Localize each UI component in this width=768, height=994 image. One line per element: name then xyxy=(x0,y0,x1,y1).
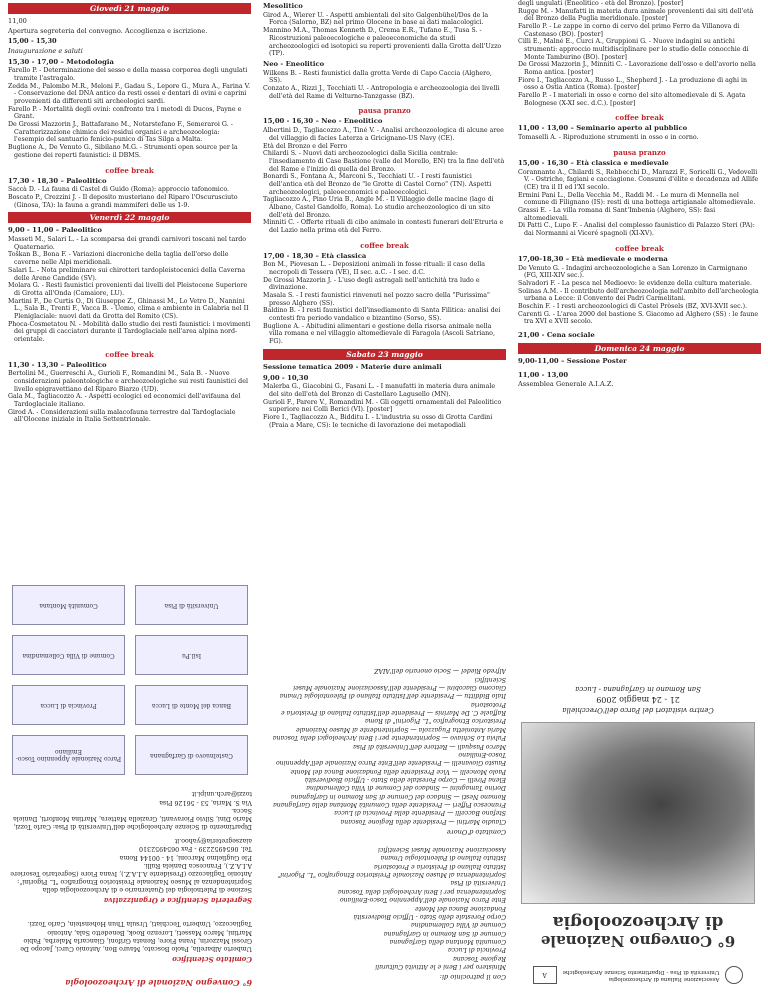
program-item: Conzato A., Rizzi J., Tecchiati U. - Antropologia e archeozoologia dei livelli dell'età del Rame di Velturno-Tanzgasse (BZ). xyxy=(263,85,500,100)
aiaz-logo-icon: A xyxy=(533,966,557,984)
sponsor-intro: Con il patrocinio di: xyxy=(439,973,506,981)
program-item: Cilli E., Malné E., Curci A., Gruppioni G. - Nuove indagini su antichi strumenti: approccio multidisciplinare per lo studio delle conocchie di Monte Tamburino (BO). [poster] xyxy=(518,38,749,61)
department-text: Dipartimento di Scienze Archeologiche dell'Università di Pisa: Carlo Tozzi, Mario Dini, Silvio Fioravanti, Graziella Mattera, Martina Monforti, Daniela Sacca. xyxy=(12,806,252,831)
session-items xyxy=(263,70,506,101)
day-header: Domenica 24 maggio xyxy=(518,343,761,354)
program-item: Baldino B. - I resti faunistici dell'insediamento di Santa Filitica: analisi dei contesti fra periodo vandalico e bizantino (Sorso, SS). xyxy=(263,307,501,323)
coffee-break-label: coffee break xyxy=(105,165,154,175)
sponsor-item: Regione Toscana xyxy=(453,954,506,962)
session-title: 11,00 - 13,00 – Seminario aperto al pubblico xyxy=(518,124,688,133)
session-items xyxy=(518,169,761,238)
secretariat-text: Sezione di Paletnologia del Quaternario e di Archeozoologia della Soprintendenza al Museo Nazionale Preistorico Etnografico "L. Pigorini": Antonio Tagliacozzo (Presidente A.I.A.Z.), Ivana Fiore (Segretario Tesoriere A.I.A.Z.), Francesca Daniela Rulli. xyxy=(10,861,252,894)
day-header: Giovedì 21 maggio xyxy=(8,3,251,14)
secretariat-title: Segreteria Scientifica e Organizzativa xyxy=(103,896,252,906)
program-item: Gurioli F., Parere V., Romandini M. - Gli oggetti ornamentali del Paleolitico superiore nei Colli Berici (VI). [poster] xyxy=(263,398,502,414)
sponsor-item: Ministero per i Beni e le Attività Culturali xyxy=(375,963,506,971)
sponsor-item: Soprintendenza per i Beni Archeologici della Toscana xyxy=(337,887,506,895)
assembly-label: Assemblea Generale A.I.A.Z. xyxy=(518,380,614,389)
committee-member: Francesco Pifferi — Presidente della Comunità Montana della Garfagnana xyxy=(273,801,506,809)
sponsor-item: Fondazione Banca del Monte xyxy=(415,904,506,912)
program-item: Chilardi S. - Nuovi dati archeozoologici dalla Sicilia centrale: l'insediamento di Case Bastione (valle del Morello, EN) tra la fine dell'età del Rame e l'inizio di quella del Bronzo. xyxy=(263,150,505,173)
committee-member: Claudio Martini — Presidente della Regione Toscana xyxy=(340,817,506,825)
cover-title-1: 6° Convegno Nazionale xyxy=(540,932,736,950)
sponsor-item: Soprintendenza al Museo Nazionale Preistorico Etnografico "L. Pigorini" xyxy=(277,871,506,879)
sponsor-logo-icon: Comune di Villa Collemandina xyxy=(12,635,125,675)
day-header: Sabato 23 maggio xyxy=(263,349,506,360)
program-item: Albertini D., Tagliacozzo A., Tiné V. - Analisi archeozoologica di alcune aree del villaggio di facies Laterza a Gricignano-US Navy (CE). xyxy=(263,127,504,142)
program-item: Fiore I., Tagliacozzo A., Russo L., Shepherd J. - La produzione di aghi in osso a Ostia Antica (Roma). [poster] xyxy=(518,76,748,92)
session-title: 17,00-18,30 – Età medievale e moderna xyxy=(518,254,668,263)
committee-list xyxy=(262,666,506,825)
university-seal-icon xyxy=(725,966,743,984)
program-item: De Grossi Mazzorin J., Battafarano M., Notarstefano F., Semeraroi G. - Caratterizzazione chimica dei residui organici e archeozoologia: l'esempio del santuario fenicio-punico di Tas Silga a Malta. xyxy=(8,121,233,144)
cover-org-1: Associazione Italiana di Archeozoologia xyxy=(608,976,720,983)
cover-panel xyxy=(516,497,760,994)
session-items xyxy=(8,186,251,209)
secretariat-phone: Tel. 0654952239 - Fax 0654952310 xyxy=(139,845,252,853)
session-items xyxy=(518,134,761,142)
cover-place: Centro visitatori del Parco dell'Orecchiella xyxy=(562,706,714,714)
program-item: Farello P. - Le zappe in corno di cervo del primo Ferro da Villanova di Castenaso (BO). [poster] xyxy=(518,23,740,38)
sponsor-logos xyxy=(12,585,248,775)
sponsor-item: Istituto Italiano di Preistoria e Protostoria xyxy=(373,862,506,870)
program-item: Bertolini M., Guerreschi A., Gurioli F., Romandini M., Sala B. - Nuove considerazioni paleontologiche e archeozoologiche sui resti faunistici del livello epigravettiano del Riparo Biarzo (UD). xyxy=(8,370,248,393)
sponsor-logo-icon: Università di Pisa xyxy=(135,585,248,625)
program-item: Boschin F. - I resti archeozoologici di Castel Pròsels (BZ, XVI-XVII sec.). xyxy=(518,302,748,310)
social-dinner: 21,00 - Cena sociale xyxy=(518,330,595,339)
program-item: Tagliacozzo A., Pino Uria B., Angle M. - Il Villaggio delle macine (lago di Albano, Castel Gandolfo, Roma). Lo studio archeozoologico di un sito dell'età del Bronzo. xyxy=(263,196,494,219)
back-panel-rotated xyxy=(0,497,768,994)
coffee-break-label: coffee break xyxy=(615,243,664,253)
program-item: Gala M., Tagliacozzo A. - Aspetti ecologici ed economici dell'avifauna del Tardoglaciale italiano. xyxy=(8,393,241,409)
session-items xyxy=(263,127,506,234)
committee-member: Raffaele C. De Marinis — Presidente dell'Istituto Italiano di Preistoria e Protostoria xyxy=(280,700,506,717)
program-item: Girod A., Wierer U. - Aspetti ambientali del sito Galgenbühel/Dos de la Forca (Salorno, BZ) nel primo Olocene in base ai dati malacologici. xyxy=(263,11,489,27)
program-item: Rugge M. - Manufatti in materia dura animale provenienti dai siti dell'età del Bronzo della Puglia meridionale. [poster] xyxy=(518,7,754,23)
program-item: Inaugurazione e saluti xyxy=(8,46,83,55)
program-item: Apertura segreteria del convegno. Accoglienza e iscrizione. xyxy=(8,26,208,35)
program-item: De Grossi Mazzorin J., Minniti C. - Lavorazione dell'osso e dell'avorio nella Roma antica. [poster] xyxy=(518,61,756,77)
session-items xyxy=(518,265,761,326)
session-title: 9,00-11,00 – Sessione Poster xyxy=(518,356,627,365)
sponsor-item: Comune di San Romano in Garfagnana xyxy=(383,929,506,937)
committee-member: Alfredo Riedel — Socio onorario dell'AIAZ xyxy=(374,667,506,675)
session-items xyxy=(518,0,761,107)
program-item: Carenti G. - L'area 2000 del bastione S. Giacomo ad Alghero (SS) : le faune tra XVI e XVII secolo. xyxy=(518,310,759,326)
program-item: Masseti M., Salari L. - La scomparsa dei grandi carnivori toscani nel tardo Quaternario. xyxy=(8,236,247,251)
program-item: Grassi E. - La villa romana di Sant'Imbenia (Alghero, SS): fasi altomedievali. xyxy=(518,207,716,222)
session-title: 17,00 - 18,30 – Età classica xyxy=(263,251,367,260)
session-title: 11,30 - 13,30 – Paleolitico xyxy=(8,360,107,369)
day-header: Venerdì 22 maggio xyxy=(8,212,251,223)
program-item: Corannante A., Chilardi S., Rebbecchi D., Marazzi F., Soricelli G., Vedovelli V. - Ostriche, fagiani e cacciagione. Consumi d'élite e decadenza ad Allife (CE) tra il II ed l'XI secolo. xyxy=(518,168,759,192)
program-item: Fiore I., Tagliacozzo A., Bidditu I. - L'industria su osso di Grotta Cardini (Praia a Mare, CS): le tecniche di lavorazione dei metapodiali xyxy=(263,414,493,429)
committee-member: Fausto Giovanelli — Presidente dell'Ente Parco Nazionale dell'Appennino Tosco-Emiliano xyxy=(275,750,506,767)
session-title: 11,00 - 13,00 xyxy=(518,370,569,379)
session-items xyxy=(263,261,506,345)
session-title: Mesolitico xyxy=(263,2,303,10)
session-title: 9,00 - 11,00 – Paleolitico xyxy=(8,226,102,235)
cover-place-2: San Romano in Garfagnana - Lucca xyxy=(575,685,701,693)
cover-org-2: Università di Pisa - Dipartimento Scienze Archeologiche xyxy=(562,969,720,975)
committee-member: Italo Biddittu — Presidente dell'Istituto Italiano di Paleontologia Umana xyxy=(279,692,506,700)
program-item: De Venuto G. - Indagini archeozoologiche a San Lorenzo in Carmignano (FG, XIII-XIV sec.). xyxy=(518,264,748,280)
cover-dates: 21 - 24 maggio 2009 xyxy=(596,695,680,704)
program-item: 11,00 xyxy=(8,17,27,25)
session-items xyxy=(263,12,506,58)
program-item: Buglione A., De Venuto G., Sibilano M.G. - Strumenti open source per la gestione dei reperti faunistici: il DBMS. xyxy=(8,144,238,159)
sponsor-logo-icon: Castelnuovo di Garfagnana xyxy=(135,735,248,775)
organization-panel xyxy=(8,497,252,994)
sponsor-list xyxy=(262,845,506,970)
session-title: 17,30 - 18,30 – Paleolitico xyxy=(8,176,107,185)
sponsor-item: Università di Pisa xyxy=(450,879,506,887)
program-item: Martini F., De Curtis O., Di Giuseppe Z., Ghinassi M., Lo Vetro D., Nannini L., Sala B., Trenti F., Vacca B. - Uomo, clima e ambiente in Calabria nel II Pleniglaciale: nuovi dati da Grotta del Romito (CS). xyxy=(8,297,249,320)
program-item: De Grossi Mazzorin J. - L'uso degli astragali nell'antichità tra ludo e divinazione. xyxy=(263,276,480,292)
program-item: Toškan B., Bona F. - Variazioni diacroniche della taglia dell'orso delle caverne nelle Alpi meridionali. xyxy=(8,251,229,267)
committee-member: Giacomo Giacobini — Presidente dell'Associazione Nazionale Musei Scientifici xyxy=(293,675,506,692)
program-item: degli ungulati (Eneolitico - età del Bronzo). [poster] xyxy=(518,0,684,7)
program-item: Minniti C. - Offerte rituali di cibo animale in contesti funerari dell'Etruria e del Lazio nella prima età del Ferro. xyxy=(263,219,504,234)
program-item: Molara G. - Resti faunistici provenienti dai livelli del Pleistocene Superiore di Grotta all'Onda (Camaiore, LU). xyxy=(8,282,248,297)
session-title: 15,30 - 17,00 – Metodologia xyxy=(8,57,114,66)
sponsors-panel xyxy=(262,497,506,994)
program-item: Salvadori F. - La pesca nel Medioevo: le evidenze della cultura materiale. xyxy=(518,279,752,287)
program-item: Girod A. - Considerazioni sulla malacofauna terrestre dal Tardoglaciale all'Olocene iniziale in Italia Settentrionale. xyxy=(8,408,236,424)
lunch-break-label: pausa pranzo xyxy=(613,147,666,157)
program-item: Età del Bronzo e del Ferro xyxy=(263,142,348,150)
program-item: 15,00 - 15,30 xyxy=(8,36,57,45)
sponsor-item: Associazione Nazionale Musei Scientifici xyxy=(377,846,506,854)
sponsor-logo-icon: Banca del Monte di Lucca xyxy=(135,685,248,725)
session-title: Neo - Eneolitico xyxy=(263,59,325,68)
program-item: Malerba G., Giacobini G., Fasani L. - I manufatti in materia dura animale del sito dell'età del Bronzo di Castellaro Lagusello (MN). xyxy=(263,383,496,399)
scientific-committee-text: Umberto Albarella, Paolo Boscato, Mauro Bon, Antonio Curci, Jacopo De Grossi Mazzorin, Ivana Fiore, Renata Grifoni, Giancarla Malerba, Fabio Martini, Marco Masseti, Lorenzo Rook, Benedetto Sala, Antonio Tagliacozzo, Umberto Tecchiati, Ursula Thun Hohenstein, Carlo Tozzi. xyxy=(20,920,252,952)
sponsor-item: Comune di Villa Collemandina xyxy=(410,921,506,929)
committee-member: Romano Nesti — Sindaco del Comune di San Romano in Garfagnana xyxy=(290,792,506,800)
sponsor-item: Istituto Italiano di Paleontologia Umana xyxy=(380,854,506,862)
sponsor-logo-icon: Parco Nazionale Appennino Tosco-Emiliano xyxy=(12,735,125,775)
sponsor-item: Provincia di Lucca xyxy=(447,946,506,954)
cover-title-2: di Archeozoologia xyxy=(552,912,724,932)
scientific-committee-title: Comitato Scientifico xyxy=(172,955,252,964)
cover-engraving-image xyxy=(521,722,755,904)
lunch-break-label: pausa pranzo xyxy=(358,106,411,116)
sponsor-logo-icon: Comunità Montana xyxy=(12,585,125,625)
sponsor-logo-icon: Provincia di Lucca xyxy=(12,685,125,725)
session-time: 9,00 - 10,30 xyxy=(263,373,309,382)
thursday-items xyxy=(8,18,251,160)
session-title: 15,00 - 16,30 – Neo - Eneolitico xyxy=(263,117,383,126)
program-item: Tomaselli A. - Riproduzione strumenti in osso e in corno. xyxy=(518,134,699,142)
program-item: Farello P. - Determinazione del sesso e della massa corporea degli ungulati tramite l'astragalo. xyxy=(8,67,248,83)
sponsor-logo-icon: Isil.Pu xyxy=(135,635,248,675)
program-item: Phoca-Cosmetatou N. - Mobilità dallo studio dei resti faunistici: i movimenti dei gruppi di cacciatori durante il Tardoglaciale nell'area alpina nord-orientale. xyxy=(8,320,251,343)
session-title: 15,00 - 16,30 – Età classica e medievale xyxy=(518,158,669,167)
committee-member: Marco Pasquali — Rettore dell'Università di Pisa xyxy=(353,742,506,750)
committee-member: Elena Pirelli — Corpo Forestale dello Stato - Ufficio Biodiversità xyxy=(304,776,506,783)
session-items xyxy=(8,370,251,424)
program-item: Buglione A. - Abitudini alimentari e gestione della risorsa animale nella villa romana e nel villaggio altomedievale di Faragola (Ascoli Satriano, FG). xyxy=(263,322,495,346)
program-item: Salari L. - Nota preliminare sui chirotteri tardopleistocenici della Caverna delle Arene Candide (SV). xyxy=(8,266,246,282)
program-item: Zedda M., Palombo M.R., Meloni F., Gadau S., Lepore G., Mura A., Farina V. - Conservazione del DNA antico da resti ossei e dentari di ovini e caprini provenienti da differenti siti archeologici sardi. xyxy=(8,82,251,106)
program-item: Ermini Pani L., Della Vecchia M., Raddi M. - Le mura di Mennella nel comune di Filignano (IS): resti di una bottega artigianale altomedievale. xyxy=(518,191,756,207)
right-title: 6° Convegno Nazionale di Archeozoologia xyxy=(65,978,252,988)
committee-member: Maria Antonietta Fugazzola — Soprintendente al Museo Nazionale Preistorico Etnografico "L. Pigorini" di Roma xyxy=(295,717,506,733)
program-item: Bon M., Piovesan L. - Deposizioni animali in fosse rituali: il caso della necropoli di Tessera (VE), II sec. a.C. - I sec. d.C. xyxy=(263,261,485,277)
secretariat-address: P.le Guglielmo Marconi, 14 - 00144 Roma xyxy=(119,853,252,861)
session-title: Sessione tematica 2009 - Materie dure animali xyxy=(263,362,442,371)
coffee-break-label: coffee break xyxy=(105,349,154,359)
coffee-break-label: coffee break xyxy=(360,240,409,250)
program-item: Bonardi S., Fontana A., Marconi S., Tecchiati U. - I resti faunistici dell'antica età del Bronzo de "le Grotte di Castel Corno" (TN). Aspetti archeozoologici, paleoeconomici e paleoecologici. xyxy=(263,173,492,196)
department-address: Via S. Maria, 53 - 56126 Pisa xyxy=(159,798,252,806)
department-email: tozzi@arch.unipi.it xyxy=(191,790,252,798)
cover-header xyxy=(516,966,760,984)
program-item: Wilkens B. - Resti faunistici dalla grotta Verde di Capo Caccia (Alghero, SS). xyxy=(263,69,492,85)
program-item: Di Patti C., Lupo F. - Analisi del complesso faunistico di Palazzo Steri (PA): dai Normanni ai Viceré spagnoli (XI-XV). xyxy=(518,222,755,238)
program-column-1 xyxy=(8,0,251,497)
committee-member: Paolo Moncelli — Vice Presidente della Fondazione Banca del Monte xyxy=(290,767,506,775)
program-item: Boscato P., Crezzini J. - Il deposito musteriano del Riparo l'Oscurusciuto (Ginosa, TA): la fauna a grandi mammiferi delle us 1-9. xyxy=(8,193,238,209)
program-item: Mannino M.A., Thomas Kenneth D., Crema E.R., Tufano E., Tusa S. - Ricostruzioni paleoecologiche e paleoeconomiche da studi archeozoologici ed isotopici su reperti provenienti dalla Grotta dell'Uzzo (TP). xyxy=(263,27,502,58)
session-items xyxy=(263,383,506,429)
committee-title: Comitato d'Onore xyxy=(446,827,506,836)
committee-member: Stefano Baccelli — Presidente della Provincia di Lucca xyxy=(334,809,506,817)
program-column-3 xyxy=(518,0,761,497)
sponsor-item: Comunità Montana della Garfagnana xyxy=(389,938,506,946)
sponsor-item: Corpo Forestale dello Stato - Ufficio Biodiversità xyxy=(353,912,506,920)
program-item: Farello P. - Mortalità degli ovini: confronto tra i metodi di Ducos, Payne e Grant. xyxy=(8,105,242,121)
program-item: Masala S. - I resti faunistici rinvenuti nel pozzo sacro della "Purissima" presso Alghero (SS). xyxy=(263,292,490,307)
committee-member: Dorino Tamagnini — Sindaco del Comune di Villa Collemandina xyxy=(306,784,506,792)
sponsor-item: Ente Parco Nazionale dell'Appennino Tosco-Emiliano xyxy=(339,896,506,904)
committee-member: Fulvia Lo Schiavo — Soprintendente per i Beni Archeologici della Toscana xyxy=(272,734,506,742)
program-item: Saccà D. - La fauna di Castel di Guido (Roma): approccio tafonomico. xyxy=(8,186,230,194)
program-item: Solinas A.M. - Il contributo dell'archeozoologia nell'ambito dell'archeologia urbana a Lecce: il Convento dei Padri Carmelitani. xyxy=(518,287,759,303)
secretariat-email: aiazsegreteria@yahoo.it xyxy=(174,837,252,845)
session-items xyxy=(8,236,251,343)
coffee-break-label: coffee break xyxy=(615,113,664,123)
program-item: Farello P. - I materiali in osso e corno del sito altomedievale di S. Agata Bolognese (X-XI sec. d.C.). [poster] xyxy=(518,92,746,107)
program-column-2 xyxy=(263,0,506,497)
